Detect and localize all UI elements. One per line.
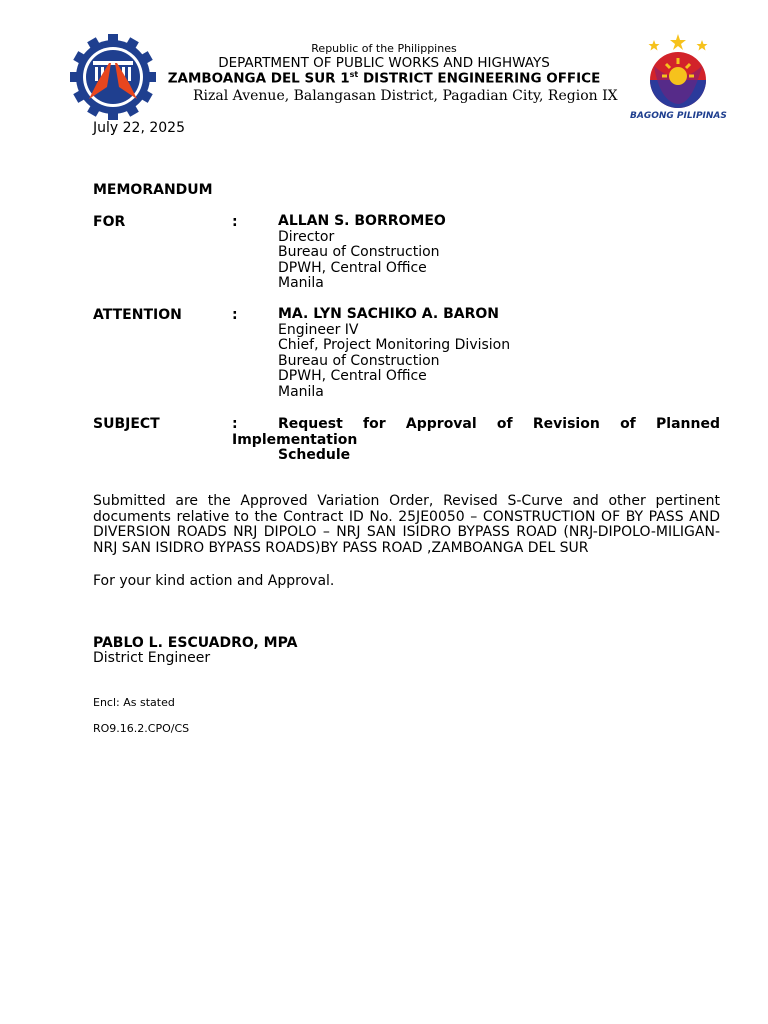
closing-line: For your kind action and Approval. bbox=[93, 573, 335, 589]
signatory-name: PABLO L. ESCUADRO, MPA bbox=[93, 635, 298, 651]
for-recipient bbox=[278, 214, 446, 292]
office-name-suffix: DISTRICT ENGINEERING OFFICE bbox=[358, 70, 601, 87]
for-recipient-line: Manila bbox=[278, 275, 324, 292]
subject-line-1: Request for Approval of Revision of Planned bbox=[278, 416, 720, 432]
reference-code: RO9.16.2.CPO/CS bbox=[93, 722, 190, 735]
attention-recipient-name: MA. LYN SACHIKO A. BARON bbox=[278, 306, 499, 322]
office-name bbox=[0, 70, 768, 87]
subject-line-3: Schedule bbox=[278, 447, 351, 463]
attention-recipient bbox=[278, 307, 510, 401]
for-label: FOR bbox=[93, 214, 126, 230]
office-name-prefix: ZAMBOANGA DEL SUR 1 bbox=[167, 70, 350, 87]
for-recipient-line: DPWH, Central Office bbox=[278, 259, 427, 276]
bagong-pilipinas-caption: BAGONG PILIPINAS bbox=[630, 111, 727, 121]
memo-date: July 22, 2025 bbox=[93, 120, 185, 136]
for-recipient-line: Director bbox=[278, 228, 335, 245]
attention-recipient-line: Engineer IV bbox=[278, 321, 359, 338]
office-address: Rizal Avenue, Balangasan District, Pagadian City, Region IX bbox=[193, 88, 618, 104]
enclosure-note: Encl: As stated bbox=[93, 696, 175, 709]
attention-recipient-line: Chief, Project Monitoring Division bbox=[278, 337, 511, 354]
for-colon: : bbox=[232, 214, 238, 230]
subject-colon: : bbox=[232, 416, 238, 432]
attention-recipient-line: Bureau of Construction bbox=[278, 352, 440, 369]
memo-title: MEMORANDUM bbox=[93, 182, 213, 198]
attention-recipient-line: Manila bbox=[278, 383, 324, 400]
subject-line-2: Implementation bbox=[232, 432, 358, 448]
republic-line: Republic of the Philippines bbox=[311, 42, 457, 55]
for-recipient-name: ALLAN S. BORROMEO bbox=[278, 213, 446, 229]
subject-label: SUBJECT bbox=[93, 416, 160, 432]
signatory-title: District Engineer bbox=[93, 650, 211, 666]
office-name-superscript: st bbox=[349, 70, 359, 79]
for-recipient-line: Bureau of Construction bbox=[278, 244, 440, 261]
attention-label: ATTENTION bbox=[93, 307, 182, 323]
department-name: DEPARTMENT OF PUBLIC WORKS AND HIGHWAYS bbox=[218, 55, 550, 71]
body-paragraph: Submitted are the Approved Variation Order, Revised S-Curve and other pertinent documents relative to the Contract ID No. 25JE0050 – CONSTRUCTION OF BY PASS AND DIVERSION ROADS NRJ DIPOLO – NRJ SAN ISIDRO BYPASS ROAD (NRJ-DIPOLO-MILIGAN-NRJ SAN ISIDRO BYPASS ROADS)BY PASS ROAD ,ZAMBOANGA DEL SUR bbox=[93, 493, 720, 556]
attention-colon: : bbox=[232, 307, 238, 323]
attention-recipient-line: DPWH, Central Office bbox=[278, 368, 427, 385]
